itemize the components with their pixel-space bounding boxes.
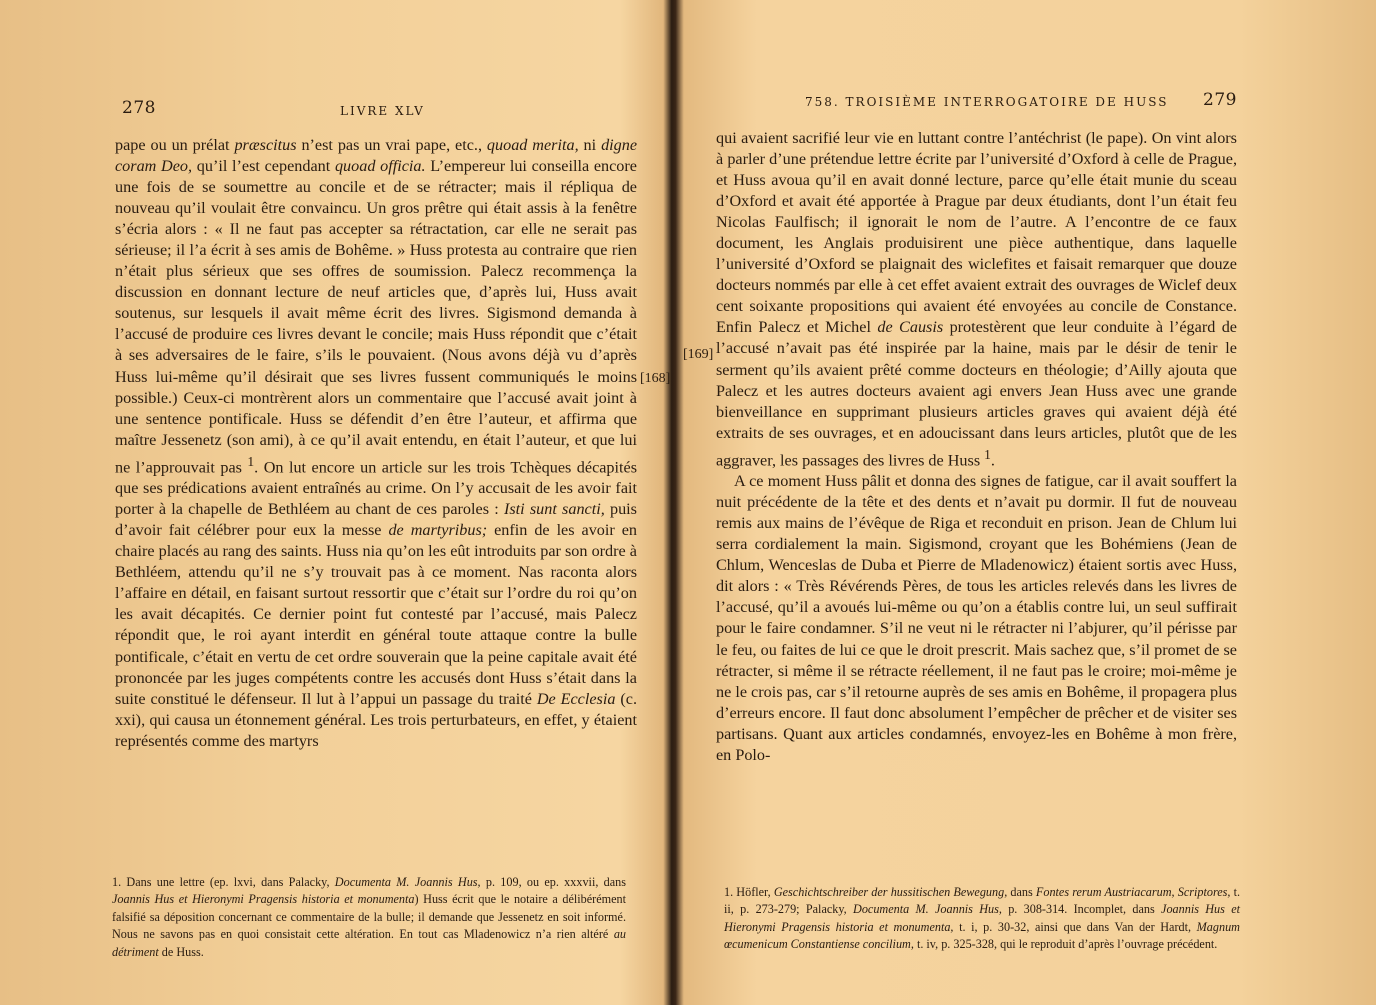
running-head: LIVRE XLV — [340, 104, 425, 118]
running-head: 758. TROISIÈME INTERROGATOIRE DE HUSS — [805, 95, 1169, 109]
left-page — [0, 0, 670, 1005]
margin-note: [169] — [683, 347, 714, 362]
body-text: pape ou un prélat præscitus n’est pas un vrai pape, etc., quoad merita, ni digne coram Deo, qu’il l’est cependant quoad officia. L’empereur lui conseilla encore une fois de se soumettre au concile et de se rétracter; mais il répliqua de nouveau qu’il voulait être convaincu. Un gros prêtre qui était assis à la fenêtre s’écria alors : « Il ne faut pas accepter sa rétractation, car elle ne serait pas sérieuse; il l’a écrit à ses amis de Bohême. » Huss protesta au contraire que rien n’était plus sérieux que ses offres de soumission. Palecz recommença la discussion en donnant lecture de neuf articles que, d’après lui, Huss avait soutenus, sur lesquels il avait même écrit des livres. Sigismond demanda à l’accusé de produire ces livres devant le concile; mais Huss répondit que c’était à ses adversaires de le faire, s’ils le pouvaient. (Nous avons déjà vu d’après Huss lui-même qu’il désirait que ses livres fussent communiqués le moins possible.) Ceux-ci montrèrent alors un commentaire que l’accusé avait joint à une sentence pontificale. Huss se défendit d’en être l’auteur, et affirma que maître Jessenetz (son ami), à ce qu’il avait entendu, en était l’auteur, et que lui ne l’approuvait pas $^1$. On lut encore un article sur les trois Tchèques décapités que ses prédications avaient entraînés au crime. On l’y accusait de les avoir fait porter à la chapelle de Bethléem au chant de ces paroles : Isti sunt sancti, puis d’avoir fait célébrer pour eux la messe de martyribus; enfin de les avoir en chaire placés au rang des saints. Huss nia qu’on les eût introduits par son ordre à Bethléem, attendu qu’il ne s’y trouvait pas à ce moment. Nas raconta alors l’affaire en détail, en faisant surtout ressortir que c’était sur l’ordre du roi qu’on les avait décapités. Ce dernier point fut contesté par l’accusé, mais Palecz répondit que, le roi ayant interdit en général toute attaque contre la bulle pontificale, c’était en vertu de cet ordre souverain que la peine capitale avait été prononcée par les juges compétents contre les accusés dont Huss s’était dans la suite constitué le défenseur. Il lut à l’appui un passage du traité De Ecclesia (c. xxi), qui causa un étonnement général. Les trois perturbateurs, en effet, y étaient représentés comme des martyrs — [115, 136, 638, 750]
page-number: 279 — [1203, 90, 1237, 110]
margin-note: [168] — [640, 371, 671, 386]
body-text — [716, 128, 1237, 766]
footnote: 1. Höfler, Geschichtschreiber der hussitischen Bewegung, dans Fontes rerum Austriacarum, Scriptores, t. ii, p. 273-279; Palacky, Documenta M. Joannis Hus, p. 308-314. Incomplet, dans Joannis Hus et Hieronymi Pragensis historia et monumenta, t. i, p. 30-32, ainsi que dans Van der Hardt, Magnum œcumenicum Constantiense concilium, t. iv, p. 325-328, qui le reproduit d’après l’ouvrage précédent. — [724, 885, 1241, 952]
paragraph: A ce moment Huss pâlit et donna des signes de fatigue, car il avait souffert la nuit précédente de la tête et des dents et n’avait pu dormir. Il fut de nouveau remis aux mains de l’évêque de Riga et reconduit en prison. Jean de Chlum lui serra cordialement la main. Sigismond, croyant que les Bohémiens (Jean de Chlum, Wenceslas de Duba et Pierre de Mladenowicz) étaient sortis avec Huss, dit alors : « Très Révérends Pères, de tous les articles relevés dans les livres de l’accusé, qu’il a avoués lui-même ou qu’on a établis contre lui, un seul suffirait pour le faire condamner. S’il ne veut ni le rétracter ni l’abjurer, qu’il périsse par le feu, ou faites de lui ce que le droit prescrit. Mais sachez que, s’il promet de se rétracter, si même il se rétracte réellement, il ne faut pas le croire; moi-même je ne le crois pas, car s’il retourne auprès de ses amis en Bohême, il propagera plus d’erreurs encore. Il faut donc absolument l’empêcher de prêcher et de visiter ses partisans. Quant aux articles condamnés, envoyez-les en Bohême à mon frère, en Polo- — [716, 472, 1237, 764]
footnote: 1. Dans une lettre (ep. lxvi, dans Palacky, Documenta M. Joannis Hus, p. 109, ou ep. xxxvii, dans Joannis Hus et Hieronymi Pragensis historia et monumenta) Huss écrit que le notaire a délibérément falsifié sa déposition concernant ce commentaire de la bulle; il demande que Jessenetz en soit informé. Nous ne savons pas en quoi consistait cette altération. En tout cas Mladenowicz n’a rien altéré au détriment de Huss. — [112, 875, 627, 959]
paragraph: qui avaient sacrifié leur vie en luttant contre l’antéchrist (le pape). On vint alors à parler d’une prétendue lettre écrite par l’université d’Oxford à celle de Prague, et Huss avoua qu’il en avait donné lecture, parce qu’elle était munie du sceau d’Oxford et avait été apportée à Prague par deux étudiants, dont l’un était feu Nicolas Faulfisch; il ignorait le nom de l’autre. A l’encontre de ce faux document, les Anglais produisirent une pièce authentique, dans laquelle l’université d’Oxford se plaignait des wiclefites et faisait remarquer que douze docteurs nommés par elle à cet effet avaient extrait des ouvrages de Wiclef deux cent soixante propositions qui avaient été envoyées au concile de Constance. Enfin Palecz et Michel de Causis protestèrent que leur conduite à l’égard de l’accusé n’avait pas été inspirée par la haine, mais par le désir de tenir le serment qu’ils avaient prêté comme docteurs en théologie; d’Ailly ajouta que Palecz et les autres docteurs avaient agi envers Jean Huss avec une grande bienveillance en supprimant plusieurs articles graves qui avaient déjà été extraits de ses ouvrages, et en adoucissant dans leurs articles, plutôt que de les aggraver, les passages des livres de Huss $^1$. — [716, 129, 1237, 470]
right-page — [680, 0, 1376, 1005]
page-number: 278 — [122, 98, 156, 118]
